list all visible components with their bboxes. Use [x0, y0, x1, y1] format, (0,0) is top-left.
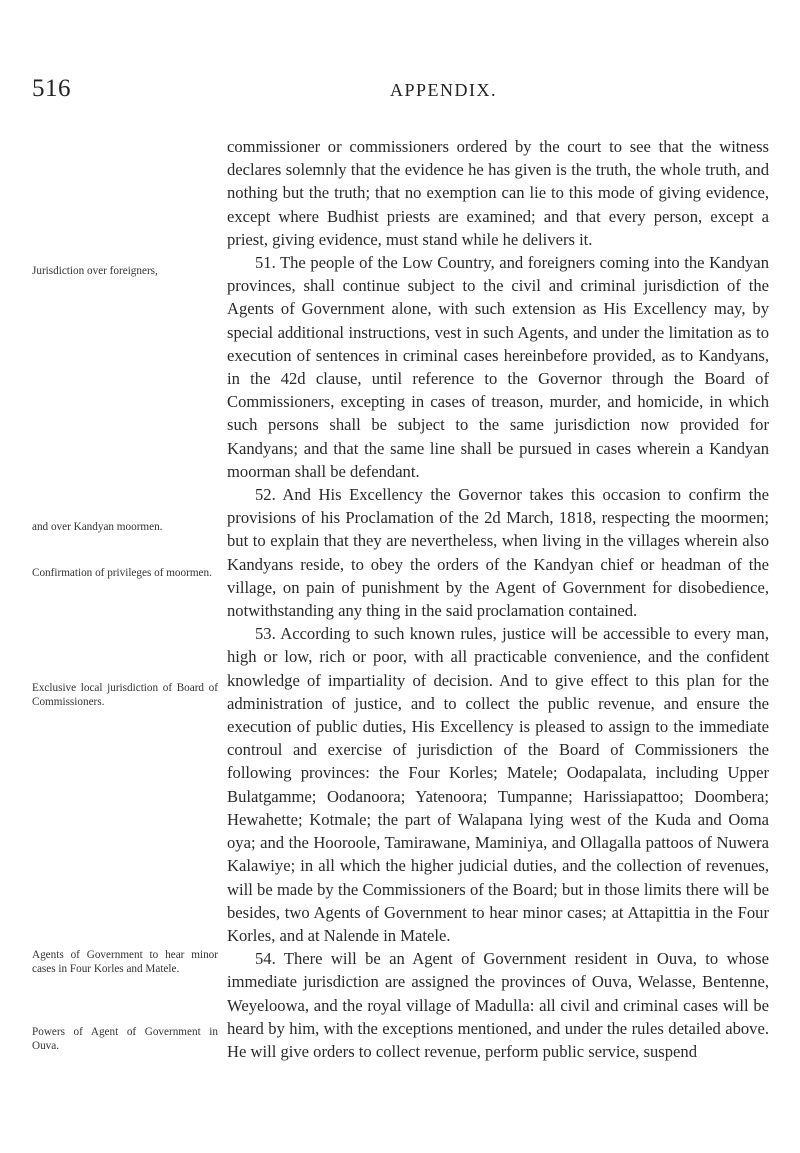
margin-note-privileges-moormen: Confirmation of privileges of moormen. — [32, 567, 212, 579]
paragraph-51: 51. The people of the Low Country, and foreigners coming into the Kandyan provinces, shall continue subject to the civil and criminal jurisdiction of the Agents of Government alone, with such extension as His Excellency may, by special additional instructions, vest in such Agents, and under the limitation as to execution of sentences in criminal cases hereinbefore provided, as to Kandyans, in the 42d clause, until reference to the Governor through the Board of Commissioners, excepting in cases of treason, murder, and homicide, in which such persons shall be subject to the same jurisdiction now provided for Kandyans; and that the same line shall be pursued in cases wherein a Kandyan moorman shall be defendant. — [227, 253, 769, 481]
margin-note-foreigners: Jurisdiction over foreigners, — [32, 265, 158, 277]
page-number: 516 — [32, 75, 71, 102]
margin-note-agent-ouva: Powers of Agent of Government in Ouva. — [32, 1026, 218, 1052]
paragraph-52: 52. And His Excellency the Governor takes this occasion to confirm the provisions of his Proclamation of the 2d March, 1818, respecting the moormen; but to explain that they are nevertheless, when living in the villages wherein also Kandyans reside, to obey the orders of the Kandyan chief or headman of the village, on pain of punishment by the Agent of Government for disobedience, notwithstanding any thing in the said proclamation contained. — [227, 485, 769, 621]
paragraph-53: 53. According to such known rules, justice will be accessible to every man, high or low, rich or poor, with all practicable convenience, and the confident knowledge of impartiality of decision. And to give effect to this plan for the administration of justice, and to collect the public revenue, and ensure the execution of public duties, His Excellency is pleased to assign to the immediate controul and exercise of jurisdiction of the Board of Commissioners the following provinces: the Four Korles; Matele; Oodapalata, including Upper Bulatgamme; Oodanoora; Yatenoora; Tumpanne; Harissiapattoo; Doombera; Hewahette; Kotmale; the part of Walapana lying west of the Kuda and Ooma oya; and the Hooroole, Tamirawane, Maminiya, and Ollagalla pattoos of Nuwera Kalawiye; in all which the higher judicial duties, and the collection of revenues, will be made by the Commissioners of the Board; but in those limits there will be besides, two Agents of Government to hear minor cases; at Attapittia in the Four Korles, and at Nalende in Matele. — [227, 624, 769, 945]
paragraph-continuation: commissioner or commissioners ordered by the court to see that the witness declares solemnly that the evidence he has given is the truth, the whole truth, and nothing but the truth; that no exemption can lie to this mode of giving evidence, except where Budhist priests are examined; and that every person, except a priest, giving evidence, must stand while he delivers it. — [227, 137, 769, 249]
margin-note-kandyan-moormen: and over Kandyan moormen. — [32, 521, 163, 533]
running-head: APPENDIX. — [390, 80, 498, 100]
margin-note-agents-minor-cases: Agents of Government to hear minor cases in Four Korles and Matele. — [32, 949, 218, 975]
body-text — [227, 135, 769, 1063]
paragraph-54: 54. There will be an Agent of Government resident in Ouva, to whose immediate jurisdiction are assigned the provinces of Ouva, Welasse, Bentenne, Weyeloowa, and the royal village of Madulla: all civil and criminal cases will be heard by him, with the exceptions mentioned, and under the rules detailed above. He will give orders to collect revenue, perform public service, suspend — [227, 949, 769, 1061]
margin-note-board-jurisdiction: Exclusive local jurisdiction of Board of Commissioners. — [32, 682, 218, 708]
